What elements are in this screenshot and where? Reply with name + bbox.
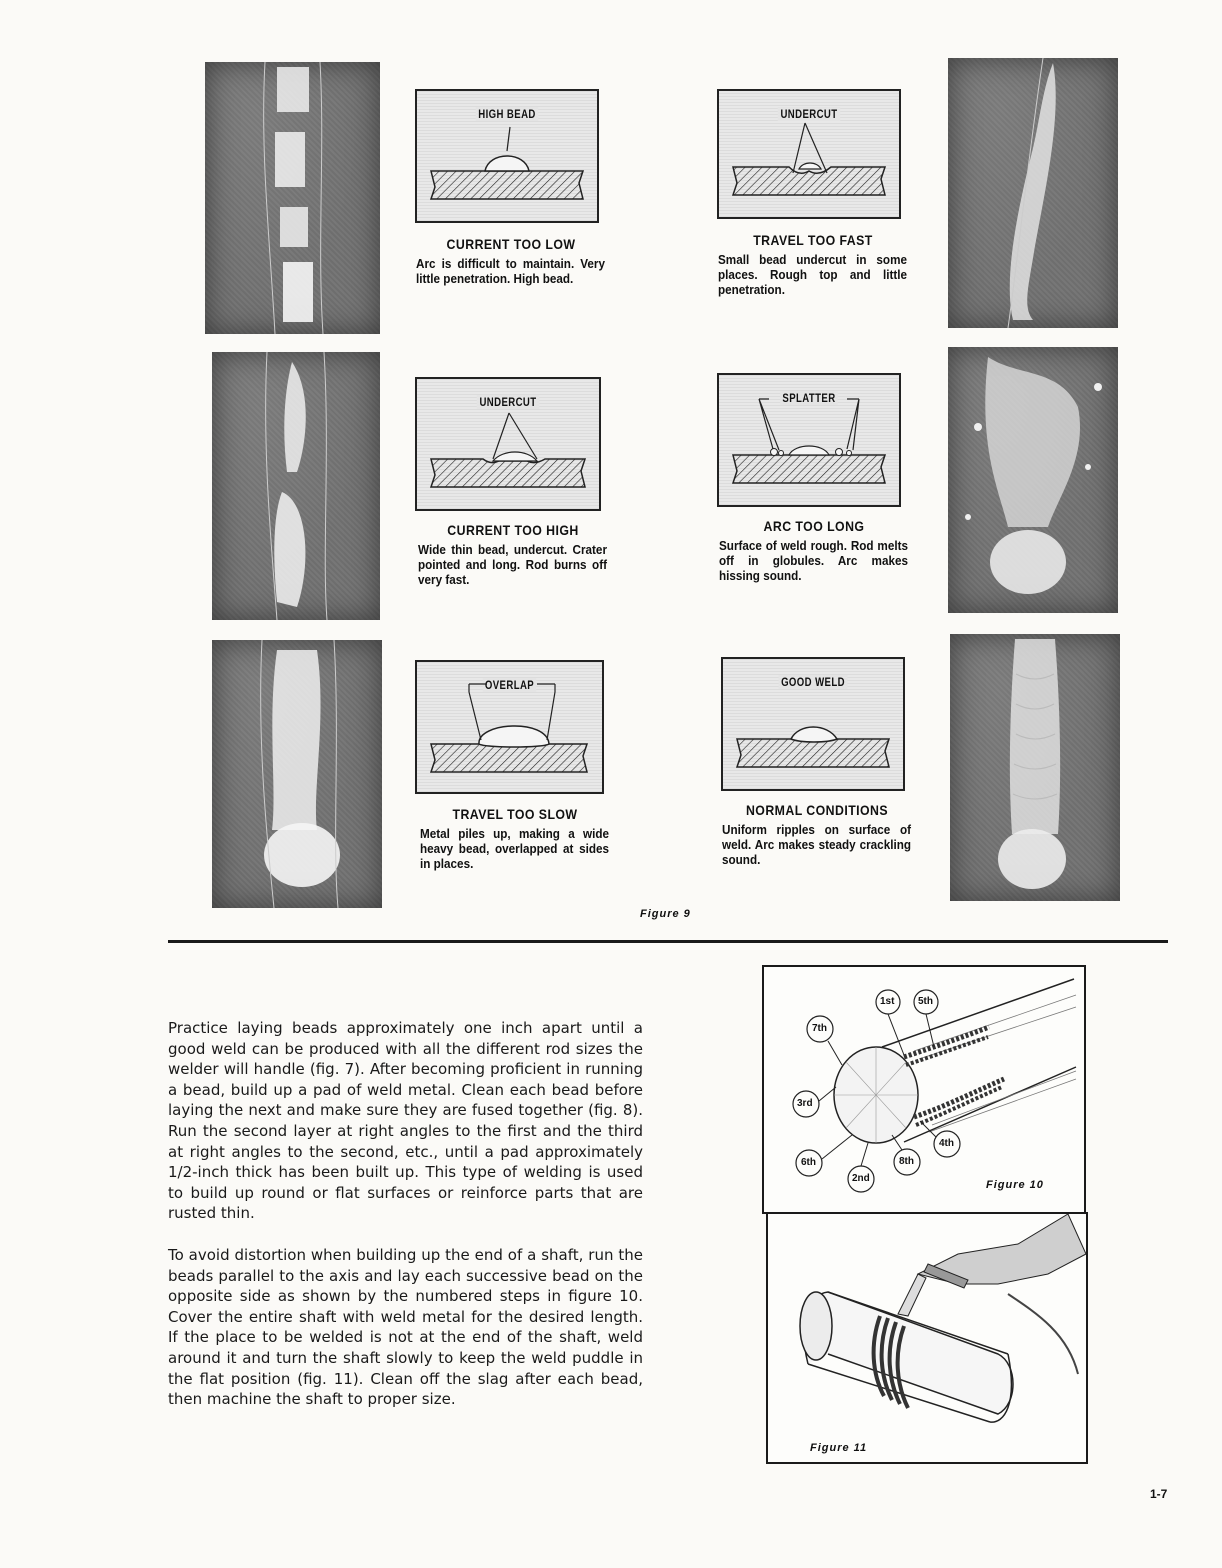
- figure-9-label: Figure 9: [640, 908, 691, 920]
- page-number: 1-7: [1150, 1487, 1168, 1501]
- caption-title: CURRENT TOO LOW: [446, 236, 576, 252]
- diagram-label: GOOD WELD: [779, 675, 848, 689]
- weld-cross-section: [723, 659, 903, 789]
- weld-photo-current-too-high: [212, 352, 380, 620]
- step-label: 3rd: [797, 1098, 813, 1109]
- weld-bead-image: [212, 352, 380, 620]
- caption-description: Small bead undercut in some places. Rough top and little penetration.: [718, 252, 907, 297]
- caption-travel-too-slow: [420, 806, 610, 871]
- caption-title: NORMAL CONDITIONS: [745, 802, 889, 818]
- step-label: 8th: [899, 1156, 914, 1167]
- paragraph-2: To avoid distortion when building up the end of a shaft, run the beads parallel to the axis and lay each successive bead on the opposite side as shown by the numbered steps in figure 10. Cover the entire shaft with weld metal for the desired length. If the place to be welded is not at the end of the shaft, weld around it and turn the shaft slowly to keep the weld puddle in the flat position (fig. 11). Clean off the slag after each bead, then machine the shaft to proper size.: [168, 1246, 643, 1409]
- diagram-label: UNDERCUT: [778, 107, 840, 121]
- weld-photo-arc-too-long: [948, 347, 1118, 613]
- caption-description: Arc is difficult to maintain. Very little penetration. High bead.: [416, 256, 605, 286]
- diagram-overlap: [415, 660, 604, 794]
- caption-description: Uniform ripples on surface of weld. Arc makes steady crackling sound.: [722, 822, 911, 867]
- weld-bead-image: [948, 58, 1118, 328]
- caption-title: TRAVEL TOO SLOW: [452, 806, 578, 822]
- figure-10-box: [762, 965, 1086, 1214]
- weld-bead-image: [205, 62, 380, 334]
- section-divider: [168, 940, 1168, 943]
- diagram-undercut-fast: [717, 89, 901, 219]
- step-label: 2nd: [852, 1173, 870, 1184]
- caption-normal-conditions: [722, 802, 912, 867]
- diagram-high-bead: [415, 89, 599, 223]
- caption-description: Surface of weld rough. Rod melts off in globules. Arc makes hissing sound.: [719, 538, 908, 583]
- weld-photo-current-too-low: [205, 62, 380, 334]
- caption-arc-too-long: [719, 518, 909, 583]
- paragraph-1: Practice laying beads approximately one inch apart until a good weld can be produced with all the different rod sizes the welder will handle (fig. 7). After becoming proficient in running a bead, build up a pad of weld metal. Clean each bead before laying the next and make sure they are fused together (fig. 8). Run the second layer at right angles to the first and the third at right angles to the second, etc., until a pad approximately 1/2-inch thick has been built up. This type of welding is used to build up round or flat surfaces or reinforce parts that are rusted thin.: [168, 1019, 643, 1223]
- weld-bead-image: [950, 634, 1120, 901]
- diagram-good-weld: [721, 657, 905, 791]
- figure-10-label: Figure 10: [986, 1179, 1044, 1191]
- weld-cross-section: [719, 375, 899, 505]
- shaft-welding-illustration: [768, 1214, 1086, 1462]
- step-label: 7th: [812, 1023, 827, 1034]
- diagram-label: SPLATTER: [780, 391, 838, 405]
- caption-description: Wide thin bead, undercut. Crater pointed and long. Rod burns off very fast.: [418, 542, 607, 587]
- diagram-label: HIGH BEAD: [476, 107, 538, 121]
- weld-bead-image: [212, 640, 382, 908]
- weld-photo-travel-too-fast: [948, 58, 1118, 328]
- weld-cross-section: [417, 91, 597, 221]
- diagram-label: OVERLAP: [482, 678, 536, 692]
- step-label: 6th: [801, 1157, 816, 1168]
- diagram-splatter: [717, 373, 901, 507]
- step-label: 5th: [918, 996, 933, 1007]
- step-label: 1st: [880, 996, 895, 1007]
- diagram-label: UNDERCUT: [477, 395, 539, 409]
- weld-photo-travel-too-slow: [212, 640, 382, 908]
- caption-title: CURRENT TOO HIGH: [447, 522, 579, 538]
- weld-cross-section: [417, 379, 599, 509]
- figure-11-box: [766, 1212, 1088, 1464]
- weld-photo-normal-conditions: [950, 634, 1120, 901]
- caption-current-too-high: [418, 522, 608, 587]
- weld-cross-section: [719, 91, 899, 217]
- caption-current-too-low: [416, 236, 606, 286]
- caption-travel-too-fast: [718, 232, 908, 297]
- diagram-undercut-high: [415, 377, 601, 511]
- step-label: 4th: [939, 1138, 954, 1149]
- caption-title: TRAVEL TOO FAST: [753, 232, 873, 248]
- figure-11-label: Figure 11: [810, 1442, 868, 1454]
- step-labels: [764, 967, 1084, 1212]
- caption-title: ARC TOO LONG: [763, 518, 865, 534]
- weld-bead-image: [948, 347, 1118, 613]
- caption-description: Metal piles up, making a wide heavy bead, overlapped at sides in places.: [420, 826, 609, 871]
- weld-cross-section: [417, 662, 602, 792]
